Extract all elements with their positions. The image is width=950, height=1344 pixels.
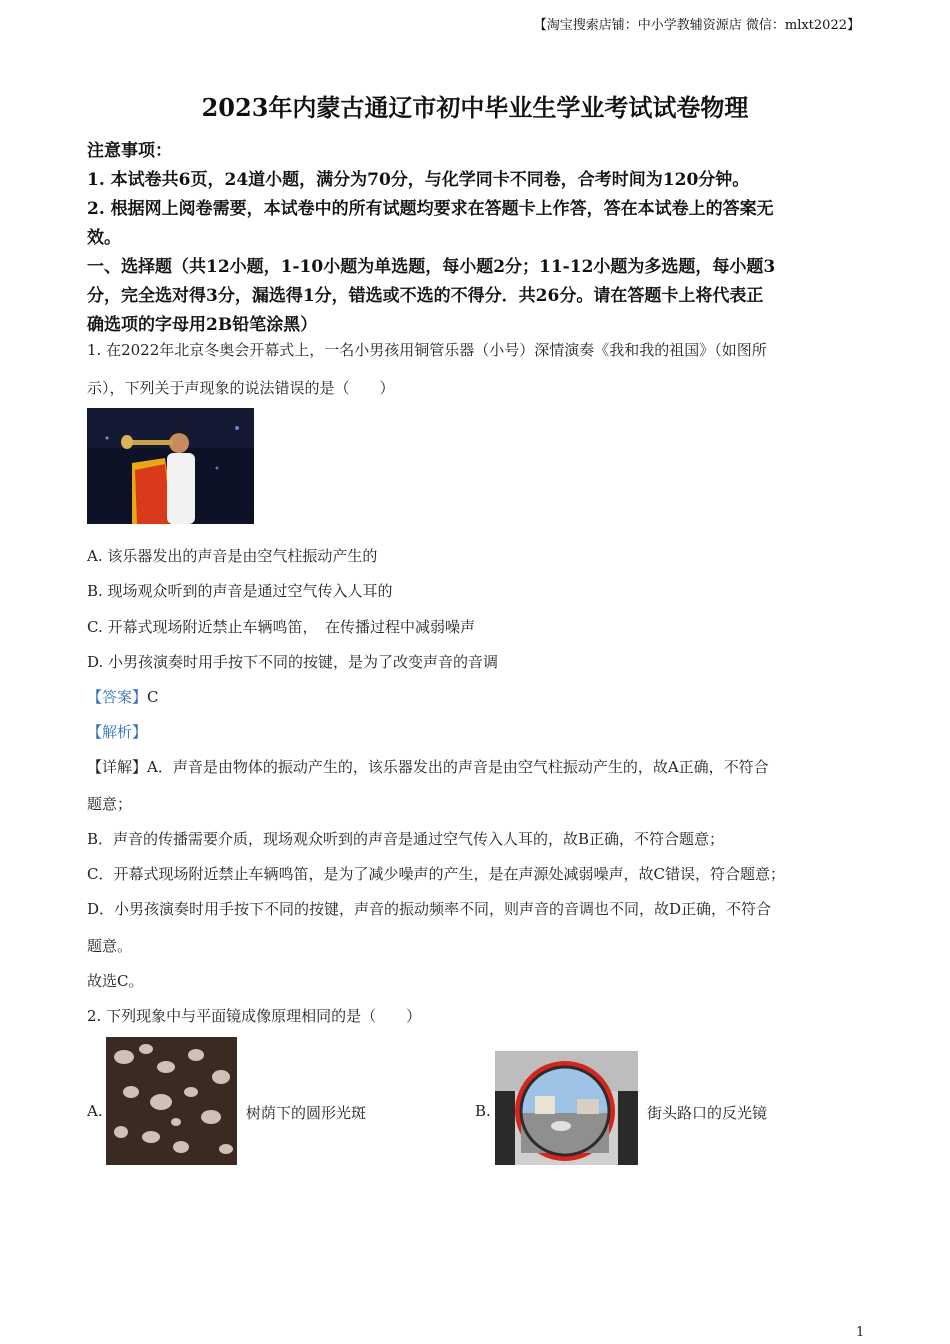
page-header: 【淘宝搜索店铺：中小学教辅资源店 微信：mlxt2022】 xyxy=(533,18,860,33)
page-number: 1 xyxy=(856,1325,865,1340)
question-1-option-c: C. 开幕式现场附近禁止车辆鸣笛， 在传播过程中减弱噪声 xyxy=(87,618,475,636)
detail-a-text: A．声音是由物体的振动产生的，该乐器发出的声音是由空气柱振动产生的，故A正确，不符合 xyxy=(147,758,769,776)
question-2-option-a-text: 树荫下的圆形光斑 xyxy=(246,1104,367,1122)
notice-item-2-cont: 效。 xyxy=(87,228,121,248)
question-2-option-b-text: 街头路口的反光镜 xyxy=(647,1104,768,1122)
answer-value: C xyxy=(147,688,159,706)
notice-heading: 注意事项： xyxy=(87,141,172,161)
answer-line xyxy=(87,686,159,707)
notice-item-2: 2. 根据网上阅卷需要，本试卷中的所有试题均要求在答题卡上作答，答在本试卷上的答案无 xyxy=(87,199,774,219)
section-heading: 一、选择题（共12小题，1-10小题为单选题，每小题2分；11-12小题为多选题，每小题3 xyxy=(87,257,776,277)
detail-b: B．声音的传播需要介质，现场观众听到的声音是通过空气传入人耳的，故B正确，不符合题意； xyxy=(87,830,725,848)
detail-d: D．小男孩演奏时用手按下不同的按键，声音的振动频率不同，则声音的音调也不同，故D正确，不符合 xyxy=(87,900,772,918)
road-convex-mirror-photo xyxy=(495,1051,638,1165)
detail-tag: 【详解】 xyxy=(87,758,148,776)
notice-item-1: 1. 本试卷共6页，24道小题，满分为70分，与化学同卡不同卷，合考时间为120分钟。 xyxy=(87,170,750,190)
question-1-option-d: D. 小男孩演奏时用手按下不同的按键，是为了改变声音的音调 xyxy=(87,653,499,671)
detail-a xyxy=(87,756,769,777)
question-1-stem: 1. 在2022年北京冬奥会开幕式上，一名小男孩用铜管乐器（小号）深情演奏《我和我的祖国》（如图所 xyxy=(87,341,767,359)
page-title: 2023年内蒙古通辽市初中毕业生学业考试试卷物理 xyxy=(201,93,749,122)
answer-tag: 【答案】 xyxy=(87,688,148,706)
conclusion: 故选C。 xyxy=(87,972,144,990)
question-2-option-a-letter: A. xyxy=(87,1102,103,1120)
detail-c: C．开幕式现场附近禁止车辆鸣笛，是为了减少噪声的产生，是在声源处减弱噪声，故C错误，符合题意； xyxy=(87,865,785,883)
question-2-option-b-letter: B. xyxy=(475,1102,491,1120)
detail-a-cont: 题意； xyxy=(87,795,133,813)
analysis-tag: 【解析】 xyxy=(87,723,148,741)
question-2-stem: 2. 下列现象中与平面镜成像原理相同的是（ ） xyxy=(87,1007,422,1025)
tree-shade-light-spots-photo xyxy=(106,1037,237,1165)
question-1-stem-cont: 示），下列关于声现象的说法错误的是（ ） xyxy=(87,379,395,397)
question-1-option-a: A. 该乐器发出的声音是由空气柱振动产生的 xyxy=(87,547,378,565)
section-heading-line3: 确选项的字母用2B铅笔涂黑） xyxy=(87,315,318,335)
question-1-option-b: B. 现场观众听到的声音是通过空气传入人耳的 xyxy=(87,582,393,600)
section-heading-line2: 分，完全选对得3分，漏选得1分，错选或不选的不得分．共26分。请在答题卡上将代表正 xyxy=(87,286,764,306)
trumpet-boy-photo xyxy=(87,408,254,524)
detail-d-cont: 题意。 xyxy=(87,937,133,955)
